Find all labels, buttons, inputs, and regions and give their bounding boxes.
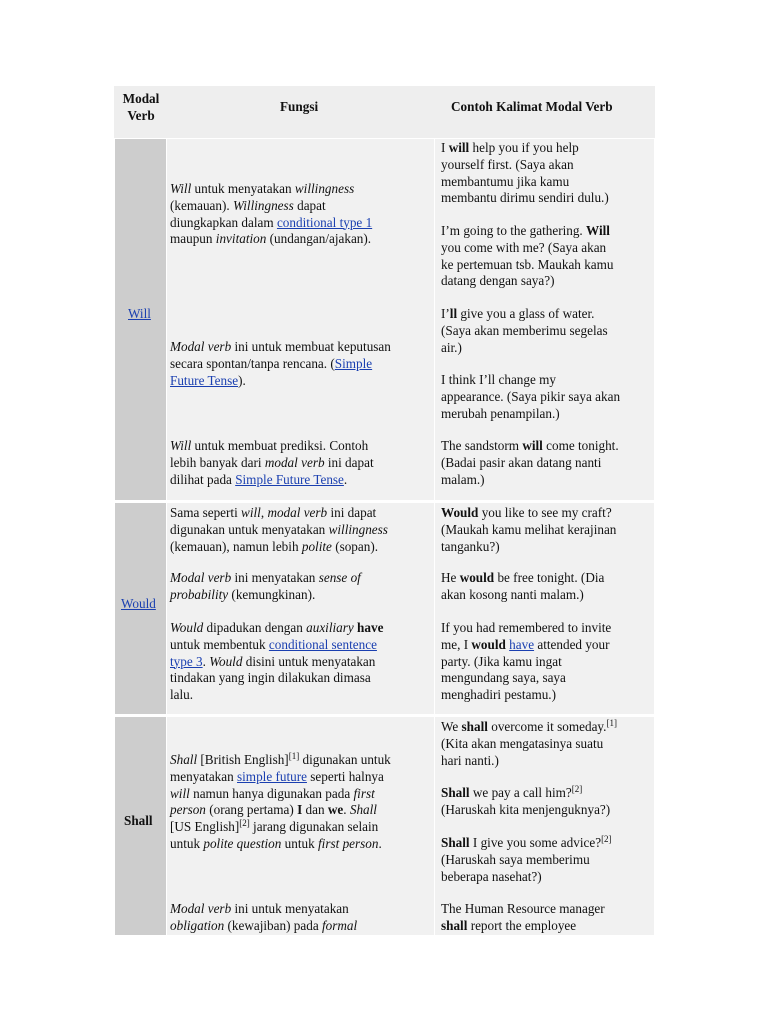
modal-link-will[interactable]: Will — [128, 306, 151, 321]
link-conditional-type-1[interactable]: conditional type 1 — [276, 214, 373, 230]
shall-example-3: Shall I give you some advice?[2] (Haruskah saya memberimu beberapa nasehat?) — [441, 834, 612, 884]
link-simple-future[interactable]: simple future — [237, 768, 307, 784]
will-example-5: The sandstorm will come tonight. (Badai pasir akan datang nanti malam.) — [441, 438, 619, 487]
link-conditional-sentence-type-3[interactable]: conditional sentence — [268, 636, 377, 652]
link-have[interactable]: have — [509, 636, 535, 652]
would-function-2: Modal verb ini menyatakan sense of probability (kemungkinan). — [170, 570, 361, 602]
link-simple-future-tense[interactable]: Simple — [334, 355, 373, 371]
shall-example-1: We shall overcome it someday.[1] (Kita akan mengatasinya suatu hari nanti.) — [441, 718, 617, 768]
header-modal-verb: Modal Verb — [122, 91, 160, 123]
shall-example-4: The Human Resource manager shall report the employee — [441, 901, 605, 933]
will-example-3: I’ll give you a glass of water. (Saya akan memberimu segelas air.) — [441, 306, 608, 355]
would-function-1: Sama seperti will, modal verb ini dapat digunakan untuk menyatakan willingness (kemauan), namun lebih polite (sopan). — [170, 505, 388, 554]
modal-label-shall: Shall — [124, 813, 153, 828]
would-example-3: If you had remembered to invite me, I would have attended your party. (Jika kamu ingat mengundang saya, saya menghadiri pestamu.) — [441, 620, 612, 703]
would-example-2: He would be free tonight. (Dia akan kosong nanti malam.) — [441, 570, 605, 602]
will-example-4: I think I’ll change my appearance. (Saya pikir saya akan merubah penampilan.) — [441, 372, 621, 421]
shall-function-2: Modal verb ini untuk menyatakan obligation (kewajiban) pada formal — [170, 901, 358, 933]
shall-function-1: Shall [British English][1] digunakan untuk menyatakan simple future seperti halnya will namun hanya digunakan pada first person (orang pertama) I dan we. Shall [US English][2] jarang digunakan selain untuk polite question untuk first person. — [170, 751, 391, 851]
would-example-1: Would you like to see my craft? (Maukah kamu melihat kerajinan tanganku?) — [441, 505, 617, 554]
header-fungsi: Fungsi — [280, 99, 319, 114]
link-simple-future-tense-3[interactable]: Simple Future Tense — [235, 471, 344, 487]
will-function-3: Will untuk membuat prediksi. Contoh lebih banyak dari modal verb ini dapat dilihat pada Simple Future Tense. — [170, 438, 374, 487]
will-example-1: I will help you if you help yourself first. (Saya akan membantumu jika kamu membantu dirimu sendiri dulu.) — [441, 140, 609, 206]
link-type-3[interactable]: type 3 — [170, 653, 203, 669]
link-simple-future-tense-2[interactable]: Future Tense — [170, 372, 239, 388]
will-example-2: I’m going to the gathering. Will you come with me? (Saya akan ke pertemuan tsb. Maukah kamu datang dengan saya?) — [441, 223, 614, 289]
shall-example-2: Shall we pay a call him?[2] (Haruskah kita menjenguknya?) — [441, 784, 611, 817]
header-contoh: Contoh Kalimat Modal Verb — [451, 99, 613, 114]
will-function-1: Will untuk menyatakan willingness (kemauan). Willingness dapat diungkapkan dalam conditional type 1 maupun invitation (undangan/ajakan). — [170, 181, 373, 247]
modal-link-would[interactable]: Would — [121, 596, 156, 611]
will-function-2: Modal verb ini untuk membuat keputusan secara spontan/tanpa rencana. (Simple Future Tense). — [170, 339, 391, 388]
would-function-3: Would dipadukan dengan auxiliary have untuk membentuk conditional sentence type 3. Would disini untuk menyatakan tindakan yang ingin dilakukan dimasa lalu. — [170, 620, 384, 703]
